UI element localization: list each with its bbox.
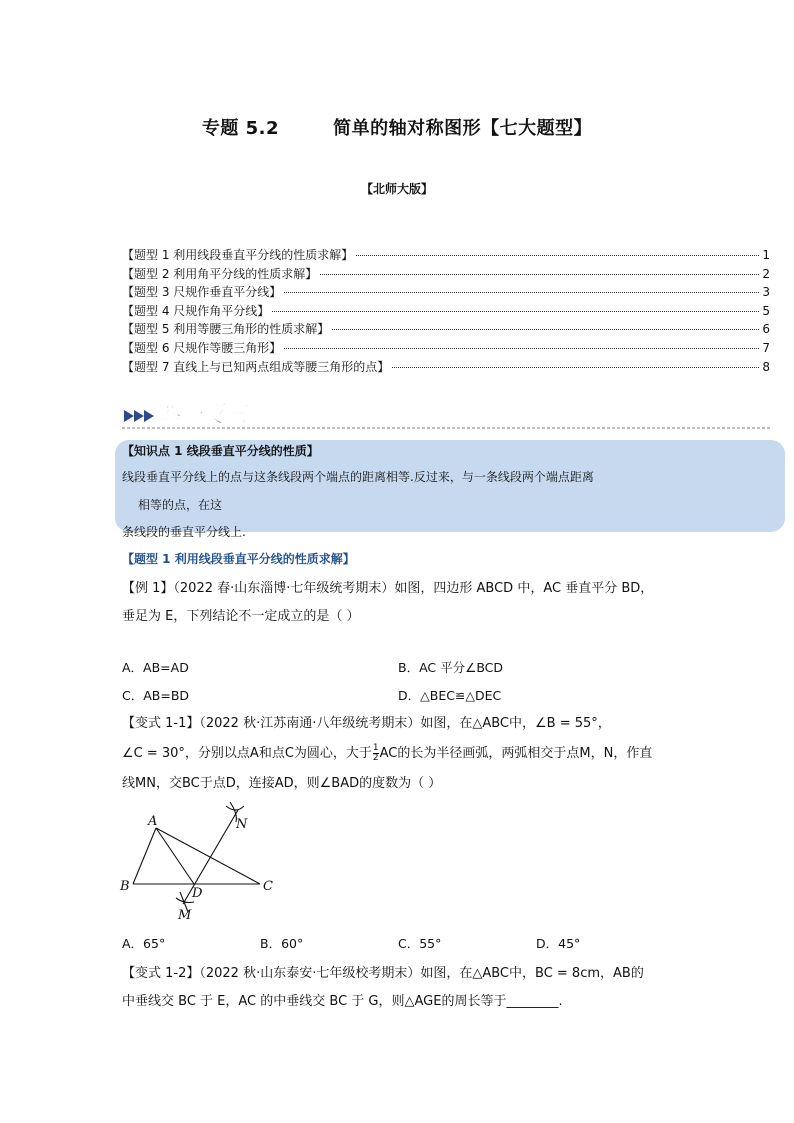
option-b[interactable]: B．60°	[260, 936, 304, 951]
page-title: 专题 5.2 简单的轴对称图形【七大题型】	[201, 118, 593, 139]
fraction-denominator: 2	[372, 753, 379, 763]
toc-label: 【题型 5 利用等腰三角形的性质求解】	[122, 322, 330, 337]
segment-ab	[133, 828, 156, 884]
toc-label: 【题型 3 尺规作垂直平分线】	[122, 285, 282, 300]
toc-leader	[320, 274, 759, 275]
variant-1-2-stem: 【变式 1-2】（2022 秋·山东泰安·七年级校考期末）如图，在△ABC中，BC = 8cm，AB的	[122, 966, 644, 981]
example-1-stem: 【例 1】（2022 春·山东淄博·七年级统考期末）如图，四边形 ABCD 中，AC 垂直平分 BD，	[122, 581, 654, 596]
knowledge-point-line: 条线段的垂直平分线上.	[122, 525, 246, 539]
variant-1-1-stem: 线MN，交BC于点D，连接AD，则∠BAD的度数为（ ）	[122, 776, 442, 791]
option-a[interactable]: A．65°	[122, 936, 166, 951]
toc-item[interactable]	[122, 265, 770, 284]
toc-label: 【题型 2 利用角平分线的性质求解】	[122, 266, 318, 281]
label-m: M	[178, 908, 192, 923]
toc-item[interactable]	[122, 246, 770, 265]
label-b: B	[120, 879, 130, 894]
example-1-stem: 垂足为 E，下列结论不一定成立的是（ ）	[122, 609, 360, 624]
option-c[interactable]: C．AB=BD	[122, 688, 190, 703]
label-n: N	[236, 817, 248, 832]
banner-text: 举一反三	[158, 402, 247, 428]
toc-page: 2	[762, 266, 770, 281]
toc-item[interactable]	[122, 302, 770, 321]
arc-n-1	[226, 806, 244, 810]
toc-page: 7	[762, 340, 770, 355]
toc-page: 3	[762, 285, 770, 300]
toc-item[interactable]	[122, 358, 770, 377]
toc-page: 8	[762, 359, 770, 374]
stem-text: ∠C = 30°，分别以点A和点C为圆心，大于	[122, 746, 372, 761]
toc-label: 【题型 7 直线上与已知两点组成等腰三角形的点】	[122, 359, 390, 374]
question-type-heading: 【题型 1 利用线段垂直平分线的性质求解】	[122, 552, 355, 566]
toc-leader	[392, 367, 759, 368]
fraction	[373, 744, 379, 763]
toc-page: 5	[762, 303, 770, 318]
toc-leader	[284, 292, 759, 293]
banner-arrows-icon	[124, 410, 154, 422]
toc-label: 【题型 4 尺规作角平分线】	[122, 303, 270, 318]
toc-item[interactable]	[122, 320, 770, 339]
knowledge-point-line: 相等的点，在这	[138, 498, 223, 512]
section-banner	[122, 396, 772, 430]
variant-1-2-stem: 中垂线交 BC 于 E，AC 的中垂线交 BC 于 G，则△AGE的周长等于________.	[122, 994, 563, 1009]
knowledge-point-line: 线段垂直平分线上的点与这条线段两个端点的距离相等.反过来，与一条线段两个端点距离	[122, 470, 594, 484]
toc-page: 6	[762, 322, 770, 337]
toc-item[interactable]	[122, 283, 770, 302]
edition-label: 【北师大版】	[360, 182, 433, 196]
toc-leader	[356, 255, 759, 256]
toc-leader	[284, 348, 759, 349]
toc-leader	[272, 311, 759, 312]
segment-ac	[156, 828, 260, 884]
triangle-figure	[118, 800, 288, 925]
toc-item[interactable]	[122, 339, 770, 358]
option-a[interactable]: A．AB=AD	[122, 660, 189, 675]
label-c: C	[263, 879, 273, 894]
toc-label: 【题型 6 尺规作等腰三角形】	[122, 340, 282, 355]
toc-label: 【题型 1 利用线段垂直平分线的性质求解】	[122, 248, 354, 262]
option-c[interactable]: C．55°	[398, 936, 442, 951]
variant-1-1-stem	[122, 742, 652, 763]
label-d: D	[192, 886, 203, 901]
toc-leader	[332, 329, 759, 330]
segment-ad	[156, 828, 194, 884]
fraction-numerator: 1	[372, 743, 379, 753]
toc-page: 1	[762, 248, 770, 262]
option-b[interactable]: B．AC 平分∠BCD	[398, 660, 504, 675]
variant-1-1-stem: 【变式 1-1】（2022 秋·江苏南通·八年级统考期末）如图，在△ABC中，∠B = 55°，	[122, 716, 611, 731]
label-a: A	[148, 814, 158, 829]
stem-text: AC的长为半径画弧，两弧相交于点M，N，作直	[379, 746, 653, 761]
option-d[interactable]: D．45°	[536, 936, 581, 951]
option-d[interactable]: D．△BEC≌△DEC	[398, 688, 502, 703]
table-of-contents	[122, 246, 770, 376]
knowledge-point-title: 【知识点 1 线段垂直平分线的性质】	[122, 444, 319, 458]
